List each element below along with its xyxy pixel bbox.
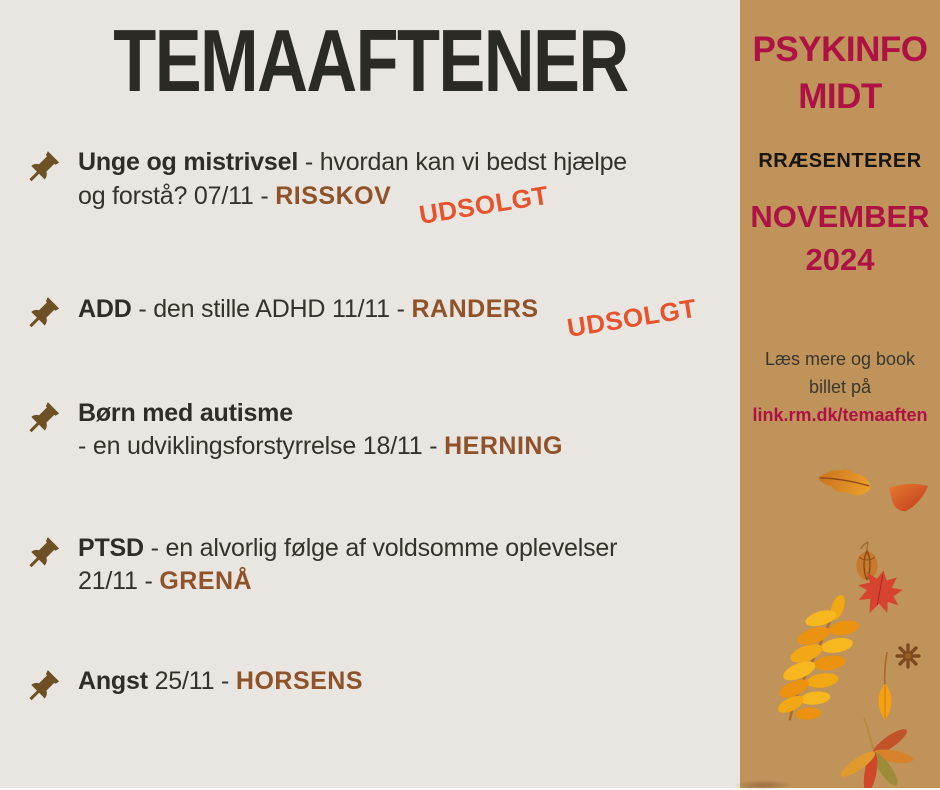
pushpin-icon bbox=[28, 667, 62, 703]
brand-name: PSYKINFO MIDT bbox=[752, 30, 928, 116]
event-description: og forstå? 07/11 - bbox=[78, 182, 276, 210]
event-location: HORSENS bbox=[235, 667, 364, 695]
event-description: - den stille ADHD 11/11 - bbox=[131, 295, 412, 323]
event-description: 25/11 - bbox=[147, 667, 236, 695]
rowan-leaf-icon bbox=[765, 589, 866, 731]
event-item-unge-og-mistrivsel bbox=[28, 146, 627, 230]
pushpin-icon bbox=[28, 148, 62, 184]
soldout-stamp: UDSOLGT bbox=[417, 179, 551, 230]
event-description: 21/11 - bbox=[78, 567, 160, 595]
month-label: NOVEMBER 2024 bbox=[750, 199, 930, 277]
event-description: - en udviklingsforstyrrelse 18/11 - bbox=[78, 432, 445, 460]
poster-title: TEMAAFTENER bbox=[112, 11, 628, 110]
oak-leaf-icon bbox=[813, 459, 878, 506]
red-leaf-fragment-icon bbox=[733, 780, 793, 790]
event-title: Angst bbox=[78, 667, 148, 695]
event-title: Børn med autisme bbox=[78, 399, 293, 427]
event-item-angst bbox=[28, 665, 363, 703]
event-title: PTSD bbox=[78, 534, 144, 562]
pushpin-icon bbox=[28, 294, 62, 330]
cta-text: Læs mere og book billet på link.rm.dk/temaaften bbox=[740, 345, 940, 429]
soldout-stamp: UDSOLGT bbox=[564, 292, 699, 343]
orange-leaf-icon bbox=[872, 650, 898, 724]
event-title: ADD bbox=[78, 295, 132, 323]
event-location: HERNING bbox=[444, 432, 563, 460]
booking-link[interactable]: link.rm.dk/temaaften bbox=[752, 405, 928, 425]
sidebar bbox=[740, 0, 940, 788]
event-item-boern-med-autisme bbox=[28, 397, 563, 463]
star-anise-icon bbox=[894, 642, 922, 670]
event-description: - en alvorlig følge af voldsomme oplevelser bbox=[143, 534, 618, 562]
red-corner-leaf-icon bbox=[888, 482, 930, 514]
event-description: - hvordan kan vi bedst hjælpe bbox=[298, 148, 627, 176]
pushpin-icon bbox=[28, 534, 62, 570]
event-item-add bbox=[28, 292, 699, 343]
event-location: GRENÅ bbox=[159, 567, 253, 595]
event-item-ptsd bbox=[28, 532, 617, 598]
event-title: Unge og mistrivsel bbox=[78, 148, 299, 176]
pushpin-icon bbox=[28, 399, 62, 435]
event-location: RISSKOV bbox=[275, 182, 392, 210]
presents-label: RRÆSENTERER bbox=[758, 150, 922, 172]
event-location: RANDERS bbox=[411, 295, 539, 323]
palmate-leaf-icon bbox=[830, 716, 914, 788]
